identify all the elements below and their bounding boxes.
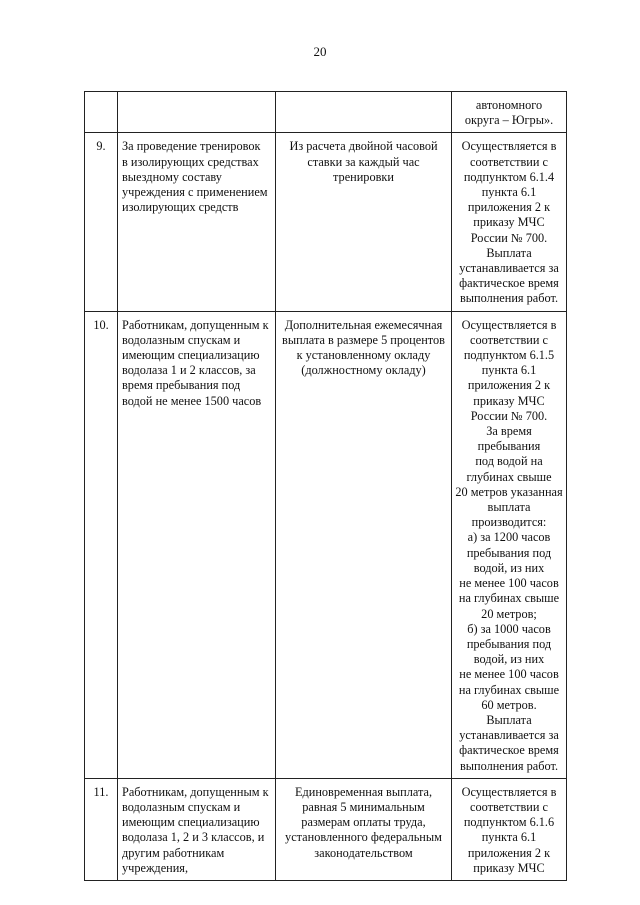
table-row xyxy=(85,778,567,880)
row-number-cell xyxy=(85,92,118,133)
row-number: 10. xyxy=(93,317,109,332)
amount-cell xyxy=(276,778,452,880)
amount-cell xyxy=(276,92,452,133)
row-number: 11. xyxy=(93,784,109,799)
row-number-cell xyxy=(85,311,118,778)
recipient-cell xyxy=(118,92,276,133)
note-text: Осуществляется в соответствии с подпунктом 6.1.5 пункта 6.1 приложения 2 к приказу МЧС России № 700. За время пребывания под водой на глубинах свыше 20 метров указанная выплата производится: а) за 1200 часов пребывания под водой, из них не менее 100 часов на глубинах свыше 20 метров; б) за 1000 часов пребывания под водой, из них не менее 100 часов на глубинах свыше 60 метров. Выплата устанавливается за фактическое время выполнения работ. xyxy=(455,317,563,773)
note-text: автономного округа – Югры». xyxy=(464,98,554,128)
row-number-cell xyxy=(85,133,118,311)
recipient-text: Работникам, допущенным к водолазным спускам и имеющим специализацию водолаза 1 и 2 классов, за время пребывания под водой не менее 1500 часов xyxy=(122,317,269,408)
note-cell xyxy=(452,778,567,880)
table-row xyxy=(85,311,567,778)
amount-text: Единовременная выплата, равная 5 минимальным размерам оплаты труда, установленного федеральным законодательством xyxy=(285,784,442,860)
amount-text: Из расчета двойной часовой ставки за каждый час тренировки xyxy=(289,139,438,184)
note-text: Осуществляется в соответствии с подпунктом 6.1.6 пункта 6.1 приложения 2 к приказу МЧС xyxy=(461,784,557,875)
note-cell xyxy=(452,311,567,778)
payments-table xyxy=(84,91,567,881)
note-cell xyxy=(452,92,567,133)
recipient-text: За проведение тренировок в изолирующих средствах выездному составу учреждения с применением изолирующих средств xyxy=(122,139,268,215)
recipient-cell xyxy=(118,311,276,778)
amount-cell xyxy=(276,311,452,778)
row-number-cell xyxy=(85,778,118,880)
page-number: 20 xyxy=(313,44,327,59)
recipient-cell xyxy=(118,133,276,311)
amount-cell xyxy=(276,133,452,311)
table-row xyxy=(85,133,567,311)
note-cell xyxy=(452,133,567,311)
note-text: Осуществляется в соответствии с подпунктом 6.1.4 пункта 6.1 приложения 2 к приказу МЧС России № 700. Выплата устанавливается за фактическое время выполнения работ. xyxy=(459,139,559,306)
row-number: 9. xyxy=(96,139,106,154)
recipient-cell xyxy=(118,778,276,880)
table-row xyxy=(85,92,567,133)
amount-text: Дополнительная ежемесячная выплата в размере 5 процентов к установленному окладу (должностному окладу) xyxy=(282,317,445,378)
recipient-text: Работникам, допущенным к водолазным спускам и имеющим специализацию водолаза 1, 2 и 3 классов, и другим работникам учреждения, xyxy=(122,784,269,875)
